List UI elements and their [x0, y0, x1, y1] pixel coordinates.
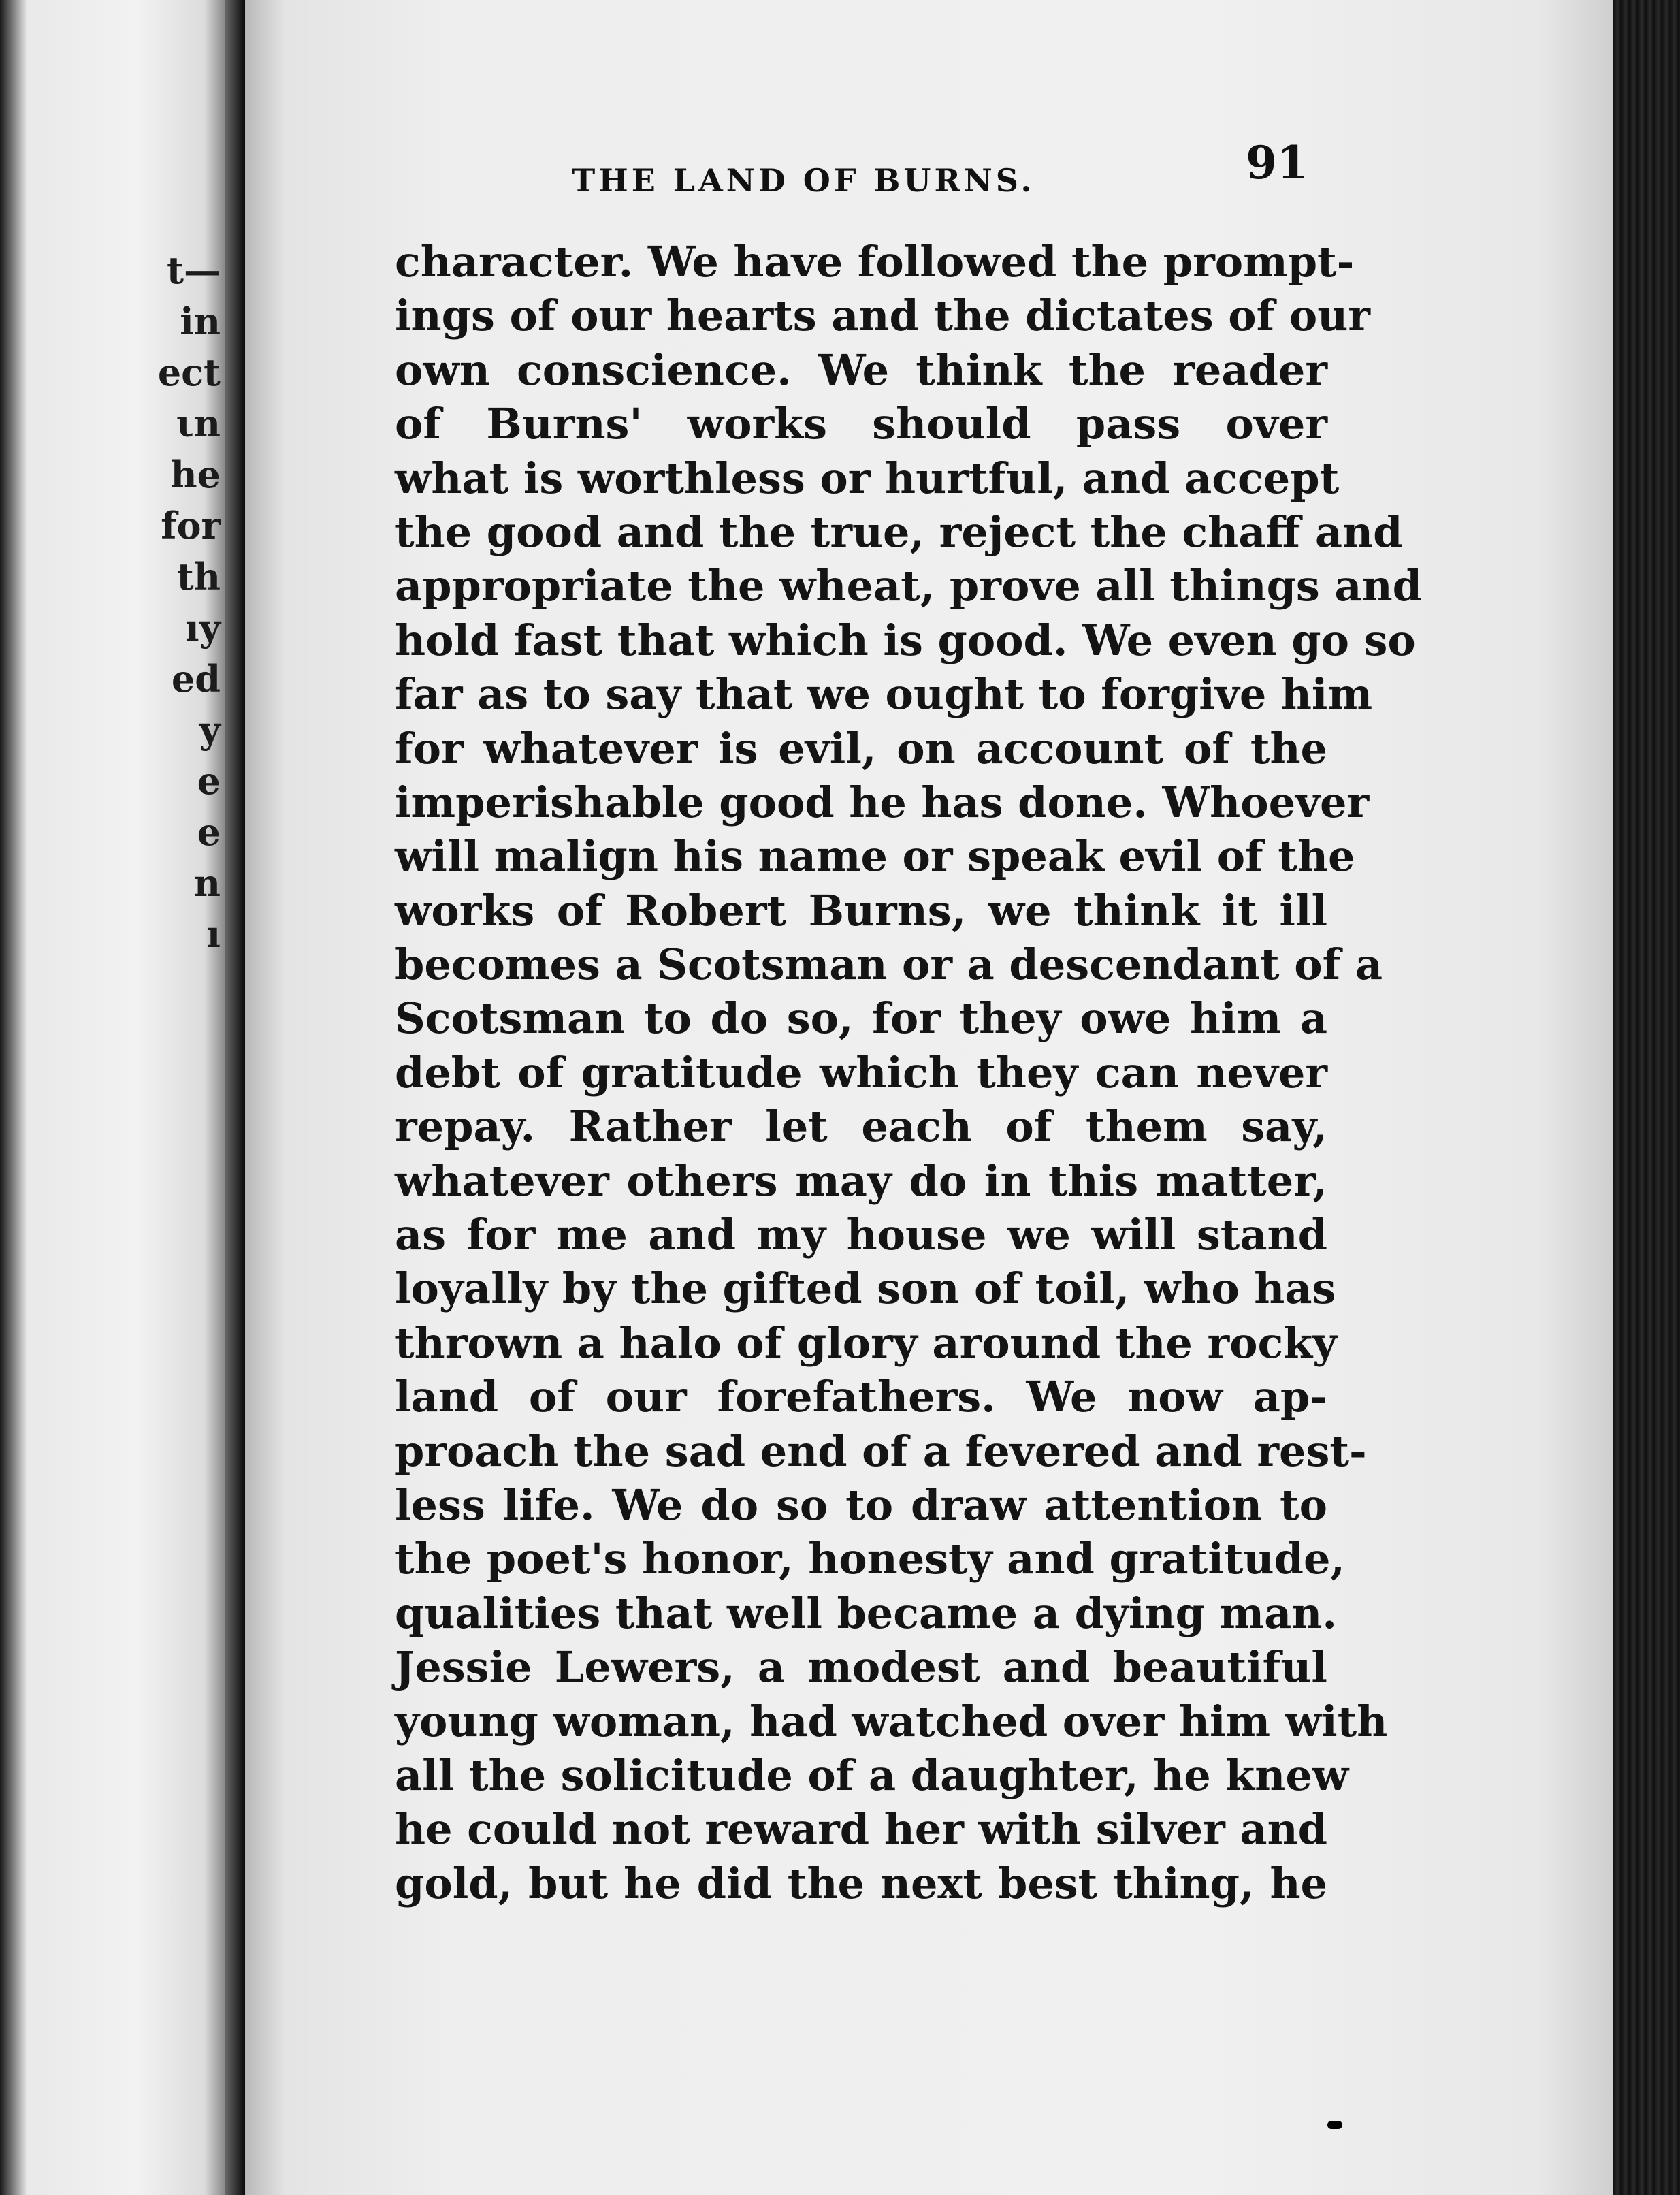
text-line: will malign his name or speak evil of the: [395, 831, 1355, 882]
text-line: proach the sad end of a fevered and rest-: [395, 1426, 1367, 1476]
text-line: appropriate the wheat, prove all things and: [395, 561, 1423, 611]
text-line: the poet's honor, honesty and gratitude,: [395, 1534, 1345, 1584]
left-fragment-line: e: [197, 759, 221, 803]
left-fragment-line: t—: [167, 249, 221, 292]
page-edges: [1613, 0, 1680, 2195]
text-line: loyally by the gifted son of toil, who has: [395, 1264, 1336, 1314]
text-line: less life. We do so to draw attention to: [395, 1479, 1327, 1530]
left-fragment-line: th: [176, 555, 221, 598]
left-page-fragment: [0, 0, 225, 2195]
text-line: thrown a halo of glory around the rocky: [395, 1317, 1338, 1368]
left-fragment-line: ect: [157, 351, 221, 394]
text-line: character. We have followed the prompt-: [395, 237, 1355, 287]
text-line: what is worthless or hurtful, and accept: [395, 453, 1340, 503]
ink-speck: [1327, 2121, 1342, 2129]
text-line: of Burns' works should pass over: [395, 399, 1327, 449]
left-fragment-line: e: [197, 810, 221, 854]
text-line: becomes a Scotsman or a descendant of a: [395, 940, 1383, 990]
text-line: land of our forefathers. We now ap-: [395, 1372, 1327, 1422]
text-line: works of Robert Burns, we think it ill: [395, 885, 1327, 935]
body-text: [395, 235, 1423, 1910]
text-line: gold, but he did the next best thing, he: [395, 1858, 1327, 1908]
text-line: the good and the true, reject the chaff and: [395, 507, 1403, 557]
text-line: young woman, had watched over him with: [395, 1696, 1388, 1746]
left-fragment-line: ιn: [176, 402, 221, 445]
left-fragment-line: ı: [206, 912, 221, 956]
book-gutter: [225, 0, 245, 2195]
text-line: hold fast that which is good. We even go so: [395, 615, 1416, 665]
left-fragment-line: ed: [171, 657, 221, 701]
left-fragment-line: n: [193, 861, 221, 905]
text-line: Jessie Lewers, a modest and beautiful: [395, 1642, 1327, 1693]
text-line: he could not reward her with silver and: [395, 1804, 1328, 1855]
page-number: 91: [1246, 136, 1308, 189]
text-line: repay. Rather let each of them say,: [395, 1102, 1327, 1152]
text-line: ings of our hearts and the dictates of our: [395, 291, 1370, 341]
text-line: for whatever is evil, on account of the: [395, 723, 1327, 773]
text-line: debt of gratitude which they can never: [395, 1047, 1327, 1098]
text-line: as for me and my house we will stand: [395, 1210, 1327, 1260]
left-fragment-line: he: [170, 453, 221, 496]
left-fragment-line: y: [199, 708, 221, 752]
text-line: Scotsman to do so, for they owe him a: [395, 993, 1327, 1044]
running-head-title: THE LAND OF BURNS.: [572, 162, 1035, 199]
left-fragment-line: ıy: [185, 606, 221, 650]
text-line: all the solicitude of a daughter, he knew: [395, 1750, 1349, 1800]
text-line: whatever others may do in this matter,: [395, 1155, 1327, 1206]
text-line: own conscience. We think the reader: [395, 345, 1327, 395]
text-line: qualities that well became a dying man.: [395, 1588, 1337, 1638]
left-page-text-fragments: [139, 245, 221, 960]
text-line: imperishable good he has done. Whoever: [395, 777, 1370, 827]
left-fragment-line: in: [180, 300, 221, 343]
left-fragment-line: for: [161, 504, 221, 547]
text-line: far as to say that we ought to forgive him: [395, 669, 1373, 720]
